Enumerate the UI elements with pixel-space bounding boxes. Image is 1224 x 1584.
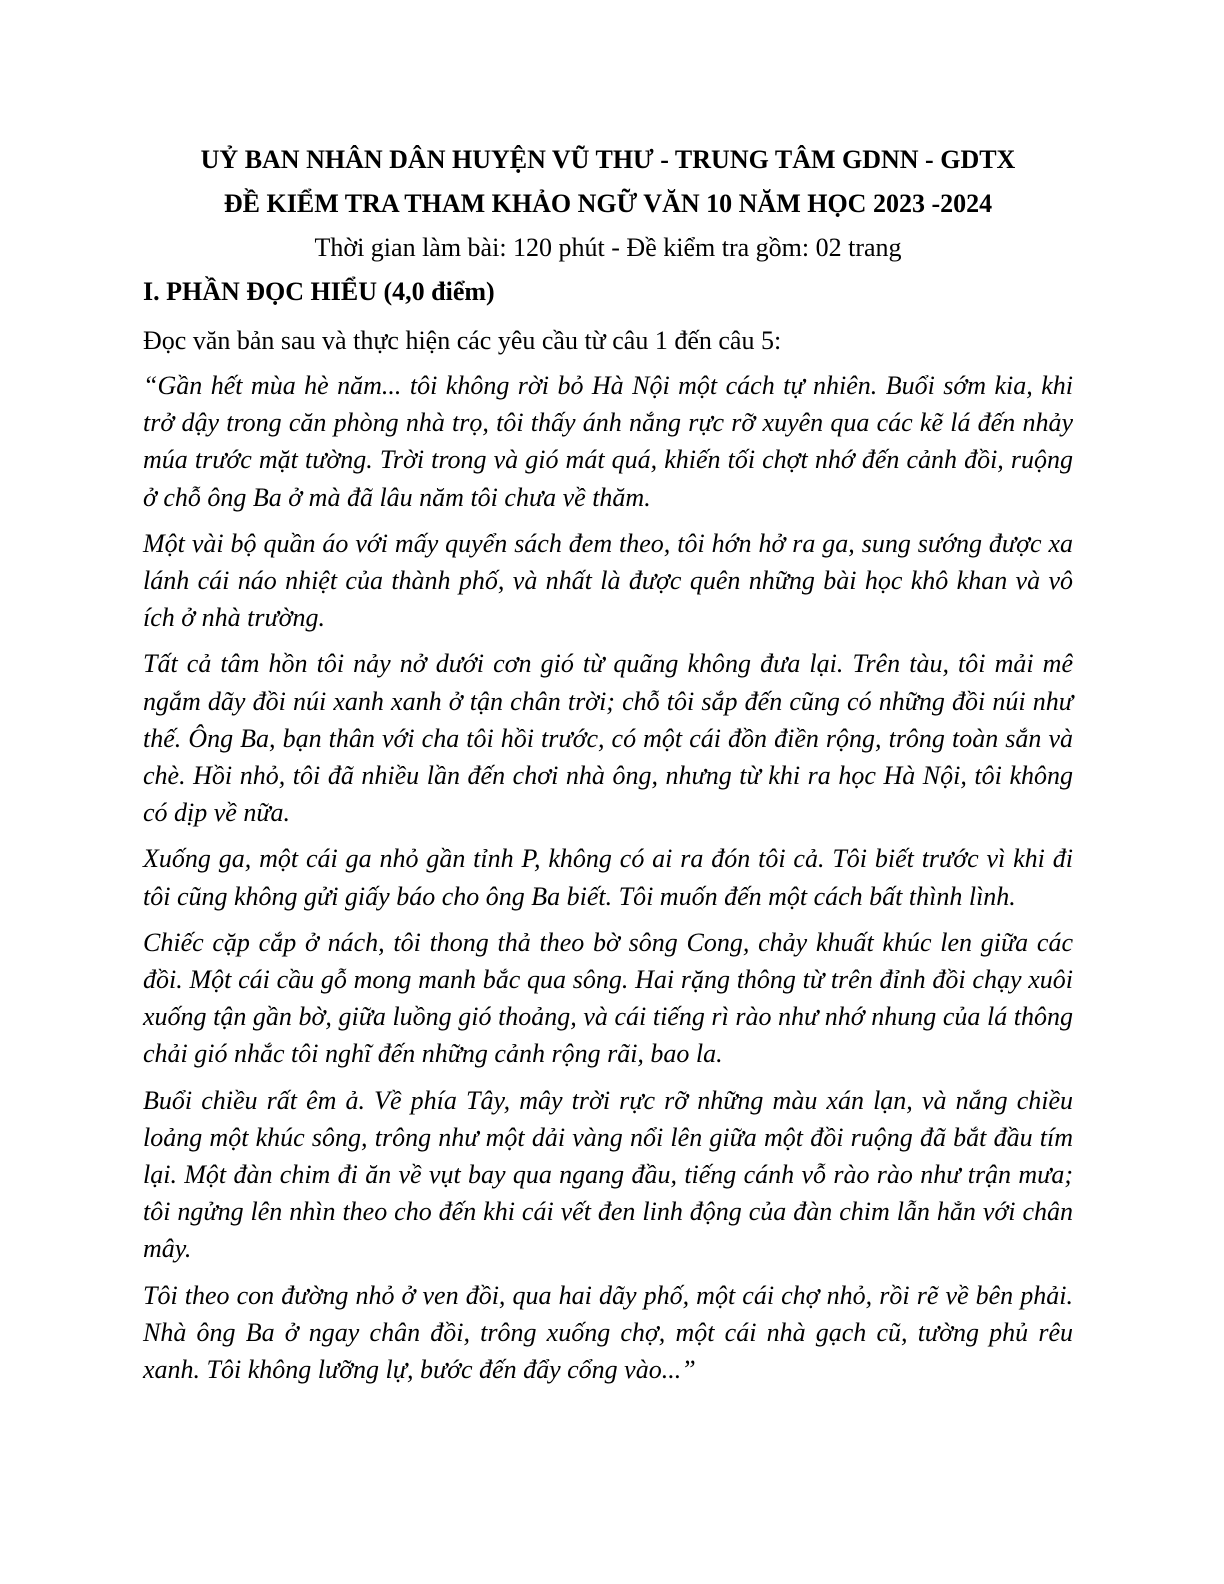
header-authority: UỶ BAN NHÂN DÂN HUYỆN VŨ THƯ - TRUNG TÂM GDNN - GDTX (200, 145, 1016, 174)
document-page (143, 140, 1073, 1388)
reading-instruction: Đọc văn bản sau và thực hiện các yêu cầu từ câu 1 đến câu 5: (143, 326, 782, 355)
exam-subtitle: Thời gian làm bài: 120 phút - Đề kiểm tra gồm: 02 trang (314, 233, 902, 262)
passage-paragraph: Một vài bộ quần áo với mấy quyển sách đem theo, tôi hớn hở ra ga, sung sướng được xa lánh cái náo nhiệt của thành phố, và nhất là được quên những bài học khô khan và vô ích ở nhà trường. (143, 528, 1073, 633)
passage-paragraph: Tôi theo con đường nhỏ ở ven đồi, qua hai dãy phố, một cái chợ nhỏ, rồi rẽ về bên phải. Nhà ông Ba ở ngay chân đồi, trông xuống chợ, một cái nhà gạch cũ, tường phủ rêu xanh. Tôi không lưỡng lự, bước đến đẩy cổng vào...” (143, 1280, 1073, 1385)
passage-paragraph: Buổi chiều rất êm ả. Về phía Tây, mây trời rực rỡ những màu xán lạn, và nắng chiều loảng một khúc sông, trông như một dải vàng nổi lên giữa một đồi ruộng đã bắt đầu tím lại. Một đàn chim đi ăn về vụt bay qua ngang đầu, tiếng cánh vỗ rào rào như trận mưa; tôi ngửng lên nhìn theo cho đến khi cái vết đen linh động của đàn chim lẫn hẳn với chân mây. (143, 1085, 1073, 1264)
passage-paragraph: Tất cả tâm hồn tôi nảy nở dưới cơn gió từ quãng không đưa lại. Trên tàu, tôi mải mê ngắm dãy đồi núi xanh xanh ở tận chân trời; chỗ tôi sắp đến cũng có những đồi núi như thế. Ông Ba, bạn thân với cha tôi hồi trước, có một cái đồn điền rộng, trông toàn sắn và chè. Hồi nhỏ, tôi đã nhiều lần đến chơi nhà ông, nhưng từ khi ra học Hà Nội, tôi không có dịp về nữa. (143, 649, 1073, 828)
passage-paragraph: Xuống ga, một cái ga nhỏ gần tỉnh P, không có ai ra đón tôi cả. Tôi biết trước vì khi đi tôi cũng không gửi giấy báo cho ông Ba biết. Tôi muốn đến một cách bất thình lình. (143, 844, 1073, 911)
exam-title: ĐỀ KIỂM TRA THAM KHẢO NGỮ VĂN 10 NĂM HỌC 2023 -2024 (223, 189, 993, 218)
passage-paragraph: “Gần hết mùa hè năm... tôi không rời bỏ Hà Nội một cách tự nhiên. Buổi sớm kia, khi trở dậy trong căn phòng nhà trọ, tôi thấy ánh nắng rực rỡ xuyên qua các kẽ lá đến nhảy múa trước mặt tường. Trời trong và gió mát quá, khiến tối chợt nhớ đến cảnh đồi, ruộng ở chỗ ông Ba ở mà đã lâu năm tôi chưa về thăm. (143, 371, 1073, 512)
section-title-reading: I. PHẦN ĐỌC HIỂU (4,0 điểm) (143, 277, 495, 306)
passage-paragraph: Chiếc cặp cắp ở nách, tôi thong thả theo bờ sông Cong, chảy khuất khúc len giữa các đồi. Một cái cầu gỗ mong manh bắc qua sông. Hai rặng thông từ trên đỉnh đồi chạy xuôi xuống tận gần bờ, giữa luồng gió thoảng, và cái tiếng rì rào như nhớ nhung của lá thông chải gió nhắc tôi nghĩ đến những cảnh rộng rãi, bao la. (143, 927, 1073, 1069)
reading-passage (143, 367, 1073, 1388)
